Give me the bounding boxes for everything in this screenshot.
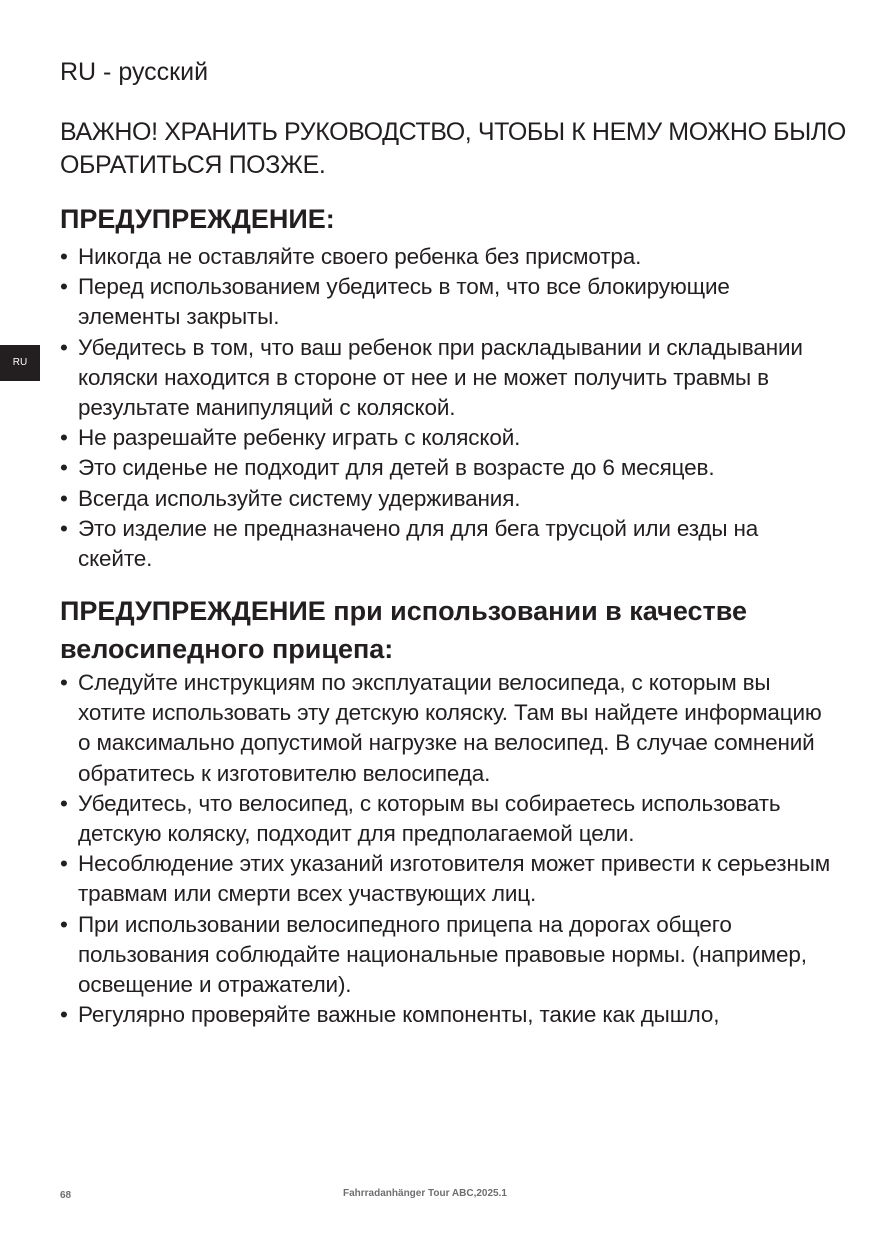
list-item	[60, 910, 835, 1001]
bullet-icon: •	[60, 455, 68, 481]
list-item	[60, 514, 835, 574]
bullet-icon: •	[60, 1002, 68, 1028]
list-item-text: Не разрешайте ребенку играть с коляской.	[78, 425, 521, 451]
list-item	[60, 272, 835, 332]
bullet-icon: •	[60, 274, 68, 300]
language-side-tab: RU	[0, 345, 40, 381]
list-item	[60, 484, 835, 514]
bullet-icon: •	[60, 515, 68, 541]
footer-product-name: Fahrradanhänger Tour ABC,2025.1	[343, 1188, 507, 1199]
list-item-text: Это изделие не предназначено для для бега трусцой или езды на скейте.	[78, 515, 759, 572]
list-item-text: Никогда не оставляйте своего ребенка без присмотра.	[78, 244, 642, 269]
list-item-text: Это сиденье не подходит для детей в возрасте до 6 месяцев.	[78, 455, 715, 481]
list-item-text: Перед использованием убедитесь в том, что все блокирующие элементы закрыты.	[78, 274, 730, 330]
warning-list	[60, 242, 835, 574]
list-item-text: Следуйте инструкциям по эксплуатации велосипеда, с которым вы хотите использовать эту детскую коляску. Там вы найдете информацию о максимально допустимой нагрузке на велосипед. В случае сомнений обратитесь к изготовителю велосипеда.	[78, 670, 822, 786]
list-item	[60, 668, 835, 789]
bullet-icon: •	[60, 244, 68, 269]
bullet-icon: •	[60, 334, 68, 360]
language-heading: RU - русский	[60, 58, 209, 86]
important-notice: ВАЖНО! ХРАНИТЬ РУКОВОДСТВО, ЧТОБЫ К НЕМУ МОЖНО БЫЛО ОБРАТИТЬСЯ ПОЗЖЕ.	[60, 118, 846, 179]
warning-heading: ПРЕДУПРЕЖДЕНИЕ:	[60, 204, 335, 234]
list-item	[60, 423, 835, 453]
bullet-icon: •	[60, 790, 68, 816]
list-item	[60, 333, 835, 424]
list-item	[60, 242, 835, 272]
list-item	[60, 849, 835, 909]
list-item-text: При использовании велосипедного прицепа на дорогах общего пользования соблюдайте национальные правовые нормы. (например, освещение и отражатели).	[78, 911, 807, 998]
list-item-text: Всегда используйте систему удерживания.	[78, 485, 521, 511]
list-item-text: Убедитесь в том, что ваш ребенок при раскладывании и складывании коляски находится в стороне от нее и не может получить травмы в результате манипуляций с коляской.	[78, 334, 803, 421]
list-item-text: Убедитесь, что велосипед, с которым вы собираетесь использовать детскую коляску, подходит для предполагаемой цели.	[78, 790, 781, 847]
bullet-icon: •	[60, 851, 68, 877]
bullet-icon: •	[60, 911, 68, 937]
bullet-icon: •	[60, 425, 68, 451]
list-item	[60, 1000, 835, 1030]
list-item	[60, 453, 835, 483]
page-number: 68	[60, 1190, 72, 1201]
list-item-text: Регулярно проверяйте важные компоненты, такие как дышло,	[78, 1002, 720, 1028]
bullet-icon: •	[60, 485, 68, 511]
bike-trailer-warning-list	[60, 668, 835, 1030]
bike-trailer-warning-heading	[60, 592, 850, 668]
bullet-icon: •	[60, 670, 68, 695]
list-item-text: Несоблюдение этих указаний изготовителя может привести к серьезным травмам или смерти всех участвующих лиц.	[78, 851, 831, 907]
bike-trailer-warning-heading-part2: при использовании в качестве велосипедного прицепа:	[60, 596, 747, 664]
list-item	[60, 789, 835, 849]
bike-trailer-warning-heading-part1: ПРЕДУПРЕЖДЕНИЕ	[60, 596, 326, 626]
